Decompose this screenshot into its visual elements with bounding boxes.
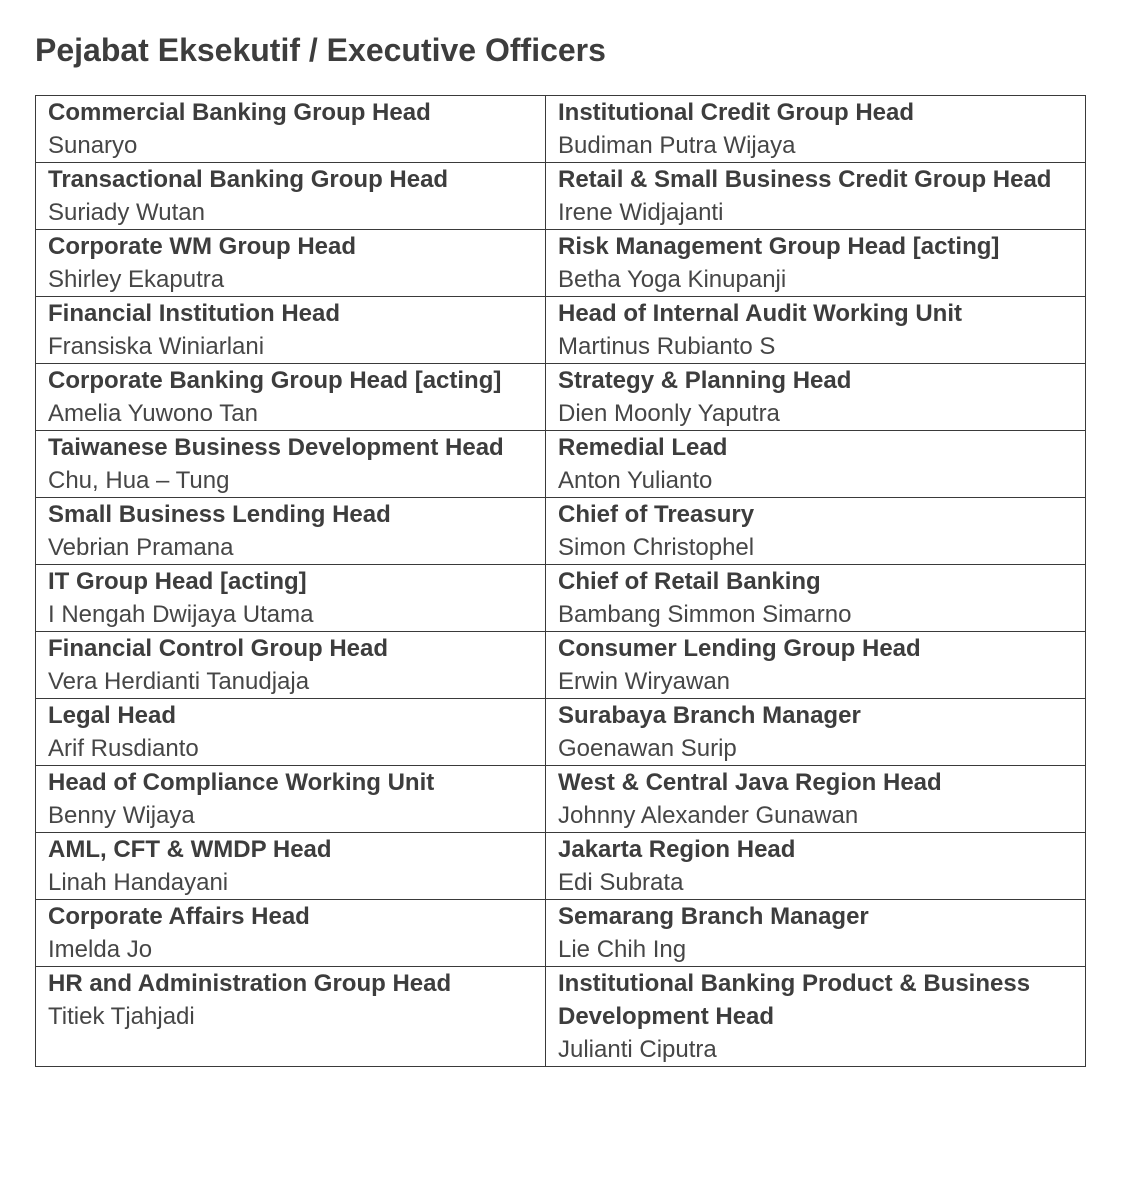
officer-cell-right <box>546 967 1086 1067</box>
officer-row <box>36 967 1086 1067</box>
officer-name: Arif Rusdianto <box>48 735 199 762</box>
officer-title: Small Business Lending Head <box>48 501 391 528</box>
officer-row <box>36 699 1086 766</box>
officer-cell-right <box>546 833 1086 900</box>
officer-row <box>36 766 1086 833</box>
officer-name: Shirley Ekaputra <box>48 266 225 293</box>
officer-name: Erwin Wiryawan <box>558 668 731 695</box>
officer-cell-right <box>546 96 1086 163</box>
officer-cell-left <box>36 900 546 967</box>
officer-name: Johnny Alexander Gunawan <box>558 802 859 829</box>
officer-name: Vera Herdianti Tanudjaja <box>48 668 310 695</box>
officer-title: Institutional Credit Group Head <box>558 99 915 126</box>
officer-name: Chu, Hua – Tung <box>48 467 230 494</box>
officer-row <box>36 431 1086 498</box>
officer-cell-left <box>36 431 546 498</box>
officer-title: Head of Compliance Working Unit <box>48 769 435 796</box>
officer-name: Martinus Rubianto S <box>558 333 776 360</box>
officer-title: Chief of Treasury <box>558 501 755 528</box>
officer-title: Head of Internal Audit Working Unit <box>558 300 962 327</box>
officer-name: Simon Christophel <box>558 534 755 561</box>
officer-cell-right <box>546 766 1086 833</box>
officer-cell-left <box>36 163 546 230</box>
officer-name: Julianti Ciputra <box>558 1036 717 1063</box>
officer-cell-left <box>36 96 546 163</box>
officer-cell-left <box>36 967 546 1067</box>
officer-row <box>36 498 1086 565</box>
officer-title: AML, CFT & WMDP Head <box>48 836 332 863</box>
officer-title: Financial Control Group Head <box>48 635 389 662</box>
officer-title: West & Central Java Region Head <box>558 769 942 796</box>
officer-title: Taiwanese Business Development Head <box>48 434 504 461</box>
officer-cell-left <box>36 565 546 632</box>
officer-name: I Nengah Dwijaya Utama <box>48 601 314 628</box>
officer-name: Vebrian Pramana <box>48 534 234 561</box>
officer-title: HR and Administration Group Head <box>48 970 452 997</box>
officer-name: Lie Chih Ing <box>558 936 687 963</box>
officer-row <box>36 230 1086 297</box>
officer-title: Retail & Small Business Credit Group Head <box>558 166 1052 193</box>
officer-title: Institutional Banking Product & Business Development Head <box>558 970 1031 1030</box>
officer-name: Dien Moonly Yaputra <box>558 400 780 427</box>
officer-cell-left <box>36 230 546 297</box>
officer-cell-right <box>546 364 1086 431</box>
officer-title: Semarang Branch Manager <box>558 903 869 930</box>
officer-title: Corporate WM Group Head <box>48 233 357 260</box>
officer-name: Betha Yoga Kinupanji <box>558 266 787 293</box>
officer-title: Transactional Banking Group Head <box>48 166 449 193</box>
officer-name: Benny Wijaya <box>48 802 195 829</box>
officer-cell-right <box>546 297 1086 364</box>
officer-row <box>36 96 1086 163</box>
officer-cell-right <box>546 632 1086 699</box>
officer-row <box>36 565 1086 632</box>
officer-title: Strategy & Planning Head <box>558 367 852 394</box>
officer-cell-right <box>546 431 1086 498</box>
officer-cell-right <box>546 163 1086 230</box>
officer-row <box>36 364 1086 431</box>
officer-title: Commercial Banking Group Head <box>48 99 431 126</box>
officer-cell-left <box>36 498 546 565</box>
officer-name: Amelia Yuwono Tan <box>48 400 258 427</box>
officer-row <box>36 900 1086 967</box>
officer-title: Surabaya Branch Manager <box>558 702 861 729</box>
officer-row <box>36 833 1086 900</box>
officer-name: Goenawan Surip <box>558 735 737 762</box>
officer-name: Budiman Putra Wijaya <box>558 132 796 159</box>
officer-title: Financial Institution Head <box>48 300 341 327</box>
officer-title: Chief of Retail Banking <box>558 568 821 595</box>
officer-title: IT Group Head [acting] <box>48 568 307 595</box>
officer-name: Suriady Wutan <box>48 199 205 226</box>
officer-title: Consumer Lending Group Head <box>558 635 921 662</box>
officer-name: Fransiska Winiarlani <box>48 333 265 360</box>
officers-table <box>35 95 1086 1067</box>
officer-cell-right <box>546 498 1086 565</box>
officer-cell-right <box>546 230 1086 297</box>
officer-name: Imelda Jo <box>48 936 153 963</box>
officer-name: Irene Widjajanti <box>558 199 724 226</box>
officer-name: Edi Subrata <box>558 869 684 896</box>
officer-row <box>36 632 1086 699</box>
officers-table-body <box>36 96 1086 1067</box>
officer-cell-left <box>36 364 546 431</box>
officer-row <box>36 297 1086 364</box>
officer-row <box>36 163 1086 230</box>
officer-name: Sunaryo <box>48 132 138 159</box>
officer-cell-left <box>36 833 546 900</box>
officer-cell-right <box>546 900 1086 967</box>
officer-name: Bambang Simmon Simarno <box>558 601 852 628</box>
officer-title: Corporate Banking Group Head [acting] <box>48 367 502 394</box>
officer-title: Risk Management Group Head [acting] <box>558 233 1000 260</box>
officer-cell-right <box>546 565 1086 632</box>
officer-cell-left <box>36 766 546 833</box>
officer-title: Legal Head <box>48 702 177 729</box>
officer-cell-right <box>546 699 1086 766</box>
officer-name: Linah Handayani <box>48 869 229 896</box>
officer-title: Jakarta Region Head <box>558 836 796 863</box>
officer-name: Anton Yulianto <box>558 467 713 494</box>
officer-title: Remedial Lead <box>558 434 728 461</box>
officer-cell-left <box>36 297 546 364</box>
officer-cell-left <box>36 632 546 699</box>
officer-title: Corporate Affairs Head <box>48 903 310 930</box>
officer-name: Titiek Tjahjadi <box>48 1003 195 1030</box>
officer-cell-left <box>36 699 546 766</box>
page-title: Pejabat Eksekutif / Executive Officers <box>35 32 606 68</box>
